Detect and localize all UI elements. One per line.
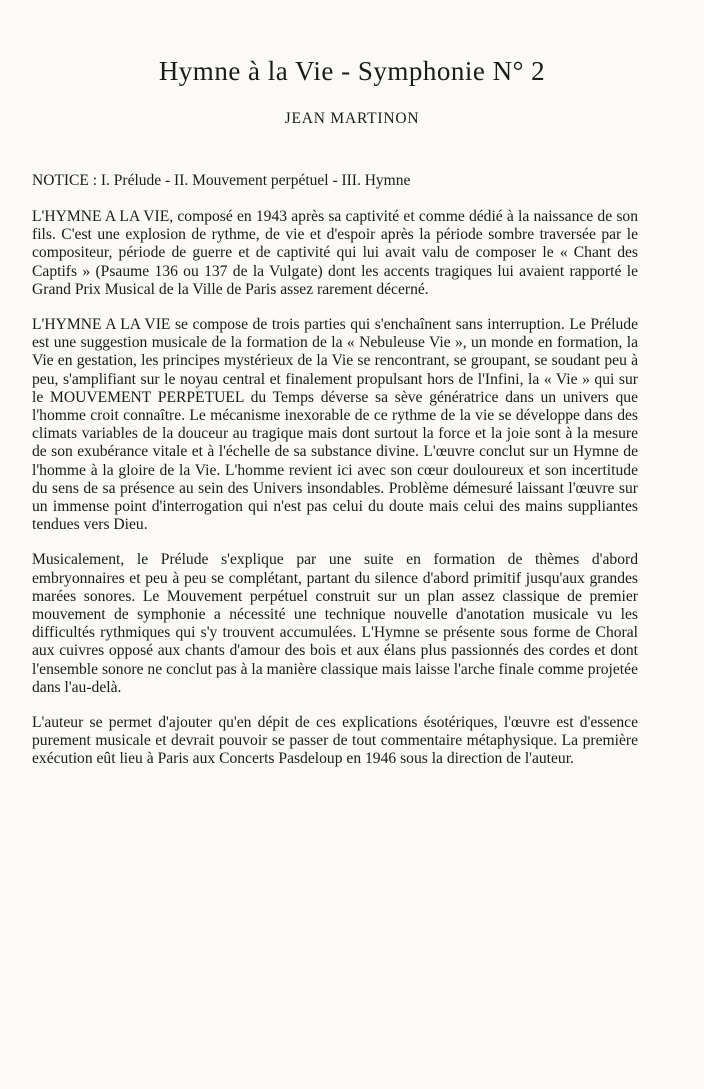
paragraph-3: Musicalement, le Prélude s'explique par une suite en formation de thèmes d'abord embryonnaires et peu à peu se complétant, partant du silence d'abord primitif jusqu'aux grandes marées sonores. Le Mouvement perpétuel construit sur un plan assez classique de premier mouvement de symphonie a nécessité une technique nouvelle d'anotation musicale vu les difficultés rythmiques qui s'y trouvent accumulées. L'Hymne se présente sous forme de Choral aux cuivres opposé aux chants d'amour des bois et aux élans plus passionnés des cordes et dont l'ensemble sonore ne conclut pas à la manière classique mais laisse l'arche finale comme projetée dans l'au-delà. xyxy=(32,551,638,696)
notice-line: NOTICE : I. Prélude - II. Mouvement perpétuel - III. Hymne xyxy=(32,172,411,189)
body-text xyxy=(32,208,638,786)
author-name: JEAN MARTINON xyxy=(284,110,420,127)
page-title: Hymne à la Vie - Symphonie N° 2 xyxy=(158,56,546,86)
paragraph-2: L'HYMNE A LA VIE se compose de trois parties qui s'enchaînent sans interruption. Le Prélude est une suggestion musicale de la formation de la « Nebuleuse Vie », un monde en formation, la Vie en gestation, les principes mystérieux de la Vie se rencontrant, se groupant, se soudant peu à peu, s'amplifiant sur le noyau central et finalement propulsant hors de l'Infini, la « Vie » qui sur le MOUVEMENT PERPETUEL du Temps déverse sa sève génératrice dans un univers que l'homme croit connaître. Le mécanisme inexorable de ce rythme de la vie se développe dans des climats variables de la douceur au tragique mais dont surtout la force et la joie sont à la mesure de son exubérance vitale et à l'échelle de sa substance divine. L'œuvre conclut sur un Hymne de l'homme à la gloire de la Vie. L'homme revient ici avec son cœur douloureux et son incertitude du sens de sa présence au sein des Univers insondables. Problème démesuré laissant l'œuvre sur un immense point d'interrogation qui n'est pas celui du doute mais celui des mains suppliantes tendues vers Dieu. xyxy=(32,316,638,534)
paragraph-4: L'auteur se permet d'ajouter qu'en dépit de ces explications ésotériques, l'œuvre est d'essence purement musicale et devrait pouvoir se passer de tout commentaire métaphysique. La première exécution eût lieu à Paris aux Concerts Pasdeloup en 1946 sous la direction de l'auteur. xyxy=(32,714,638,768)
paragraph-1: L'HYMNE A LA VIE, composé en 1943 après sa captivité et comme dédié à la naissance de son fils. C'est une explosion de rythme, de vie et d'espoir après la période sombre traversée par le compositeur, période de guerre et de captivité qui lui avait valu de composer le « Chant des Captifs » (Psaume 136 ou 137 de la Vulgate) dont les accents tragiques lui avaient rapporté le Grand Prix Musical de la Ville de Paris assez rarement décerné. xyxy=(32,208,638,298)
